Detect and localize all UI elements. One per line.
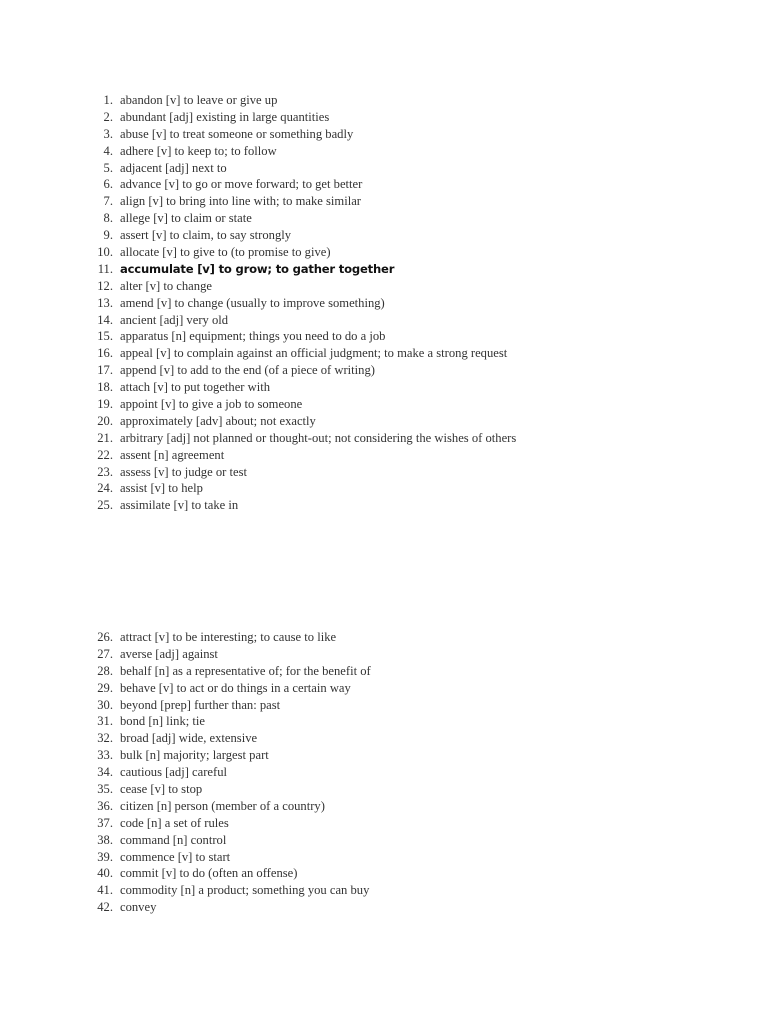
item-number: 29. xyxy=(97,680,113,695)
list-item xyxy=(82,92,516,109)
item-definition: advance [v] to go or move forward; to get better xyxy=(120,177,363,192)
item-definition: amend [v] to change (usually to improve something) xyxy=(120,295,385,310)
list-item xyxy=(82,328,516,345)
item-definition: commit [v] to do (often an offense) xyxy=(120,866,298,881)
list-item xyxy=(82,849,371,866)
item-number: 37. xyxy=(97,815,113,830)
item-definition: averse [adj] against xyxy=(120,646,218,661)
item-definition: attract [v] to be interesting; to cause to like xyxy=(120,630,337,644)
item-definition: adhere [v] to keep to; to follow xyxy=(120,143,277,158)
item-number: 28. xyxy=(97,663,113,678)
list-item xyxy=(82,379,516,396)
item-definition: code [n] a set of rules xyxy=(120,815,229,830)
item-number: 36. xyxy=(97,798,113,813)
list-item xyxy=(82,193,516,210)
list-item xyxy=(82,430,516,447)
list-item xyxy=(82,882,371,899)
item-number: 31. xyxy=(97,714,113,729)
item-definition: behalf [n] as a representative of; for the benefit of xyxy=(120,663,371,678)
list-item xyxy=(82,798,371,815)
list-item xyxy=(82,865,371,882)
item-definition: allocate [v] to give to (to promise to give) xyxy=(120,245,331,260)
item-definition: arbitrary [adj] not planned or thought-out; not considering the wishes of others xyxy=(120,430,517,445)
list-item xyxy=(82,480,516,497)
item-definition: abuse [v] to treat someone or something badly xyxy=(120,126,354,141)
list-item xyxy=(82,663,371,680)
list-item xyxy=(82,413,516,430)
item-number: 18. xyxy=(97,380,113,395)
item-number: 27. xyxy=(97,646,113,661)
list-item xyxy=(82,899,371,916)
vocabulary-list-2 xyxy=(82,629,371,916)
item-number: 21. xyxy=(97,430,113,445)
list-item xyxy=(82,646,371,663)
item-definition: abundant [adj] existing in large quantities xyxy=(120,109,330,124)
item-number: 1. xyxy=(103,93,113,107)
item-definition: allege [v] to claim or state xyxy=(120,211,252,226)
list-item xyxy=(82,396,516,413)
list-item xyxy=(82,832,371,849)
item-number: 40. xyxy=(97,866,113,881)
item-number: 11. xyxy=(97,261,113,276)
list-item xyxy=(82,747,371,764)
item-definition: broad [adj] wide, extensive xyxy=(120,731,258,746)
list-item xyxy=(82,176,516,193)
list-item xyxy=(82,210,516,227)
list-item xyxy=(82,261,516,278)
item-number: 26. xyxy=(97,630,113,644)
item-definition: cautious [adj] careful xyxy=(120,765,227,780)
item-definition: attach [v] to put together with xyxy=(120,380,271,395)
list-item xyxy=(82,815,371,832)
item-definition: apparatus [n] equipment; things you need to do a job xyxy=(120,329,386,344)
item-definition: cease [v] to stop xyxy=(120,782,203,797)
item-number: 33. xyxy=(97,748,113,763)
item-definition: appeal [v] to complain against an official judgment; to make a strong request xyxy=(120,346,508,361)
item-number: 14. xyxy=(97,312,113,327)
item-definition: behave [v] to act or do things in a certain way xyxy=(120,680,351,695)
vocabulary-list-1 xyxy=(82,92,516,514)
item-number: 41. xyxy=(97,883,113,898)
list-item xyxy=(82,464,516,481)
item-number: 10. xyxy=(97,245,113,260)
item-number: 19. xyxy=(97,397,113,412)
item-number: 17. xyxy=(97,363,113,378)
list-item xyxy=(82,629,371,646)
item-number: 13. xyxy=(97,295,113,310)
item-number: 4. xyxy=(103,143,113,158)
item-definition: adjacent [adj] next to xyxy=(120,160,227,175)
list-item xyxy=(82,730,371,747)
item-number: 5. xyxy=(103,160,113,175)
item-definition: bond [n] link; tie xyxy=(120,714,205,729)
list-item xyxy=(82,312,516,329)
list-item xyxy=(82,447,516,464)
item-number: 30. xyxy=(97,697,113,712)
list-item xyxy=(82,126,516,143)
item-definition: commence [v] to start xyxy=(120,849,231,864)
item-definition: command [n] control xyxy=(120,832,227,847)
list-item xyxy=(82,781,371,798)
item-definition: assess [v] to judge or test xyxy=(120,464,247,479)
item-definition: assent [n] agreement xyxy=(120,447,225,462)
item-definition: citizen [n] person (member of a country) xyxy=(120,798,325,813)
list-item xyxy=(82,697,371,714)
item-definition: assimilate [v] to take in xyxy=(120,498,239,513)
item-number: 42. xyxy=(97,900,113,915)
item-number: 24. xyxy=(97,481,113,496)
item-number: 15. xyxy=(97,329,113,344)
list-item xyxy=(82,764,371,781)
list-item xyxy=(82,278,516,295)
item-definition: assist [v] to help xyxy=(120,481,203,496)
list-item xyxy=(82,345,516,362)
item-definition: align [v] to bring into line with; to make similar xyxy=(120,194,361,209)
item-number: 16. xyxy=(97,346,113,361)
item-number: 23. xyxy=(97,464,113,479)
item-number: 6. xyxy=(103,177,113,192)
item-number: 8. xyxy=(103,211,113,226)
item-definition: appoint [v] to give a job to someone xyxy=(120,397,303,412)
item-definition: commodity [n] a product; something you can buy xyxy=(120,883,370,898)
item-number: 25. xyxy=(97,498,113,513)
list-item xyxy=(82,244,516,261)
item-definition: ancient [adj] very old xyxy=(120,312,229,327)
item-number: 12. xyxy=(97,278,113,293)
list-item xyxy=(82,713,371,730)
item-number: 20. xyxy=(97,413,113,428)
item-definition: beyond [prep] further than: past xyxy=(120,697,281,712)
item-number: 9. xyxy=(103,228,113,243)
item-number: 35. xyxy=(97,782,113,797)
item-definition: accumulate [v] to grow; to gather together xyxy=(120,261,395,276)
item-number: 34. xyxy=(97,765,113,780)
item-number: 2. xyxy=(103,109,113,124)
item-number: 7. xyxy=(103,194,113,209)
item-definition: alter [v] to change xyxy=(120,278,212,293)
item-definition: bulk [n] majority; largest part xyxy=(120,748,269,763)
item-definition: abandon [v] to leave or give up xyxy=(120,93,278,107)
list-item xyxy=(82,109,516,126)
item-number: 22. xyxy=(97,447,113,462)
item-number: 39. xyxy=(97,849,113,864)
item-number: 38. xyxy=(97,832,113,847)
item-definition: assert [v] to claim, to say strongly xyxy=(120,228,292,243)
item-number: 32. xyxy=(97,731,113,746)
list-item xyxy=(82,680,371,697)
item-definition: approximately [adv] about; not exactly xyxy=(120,413,316,428)
item-definition: convey xyxy=(120,900,157,915)
list-item xyxy=(82,295,516,312)
list-item xyxy=(82,362,516,379)
item-number: 3. xyxy=(103,126,113,141)
item-definition: append [v] to add to the end (of a piece of writing) xyxy=(120,363,375,378)
list-item xyxy=(82,143,516,160)
list-item xyxy=(82,227,516,244)
list-item xyxy=(82,160,516,177)
list-item xyxy=(82,497,516,514)
